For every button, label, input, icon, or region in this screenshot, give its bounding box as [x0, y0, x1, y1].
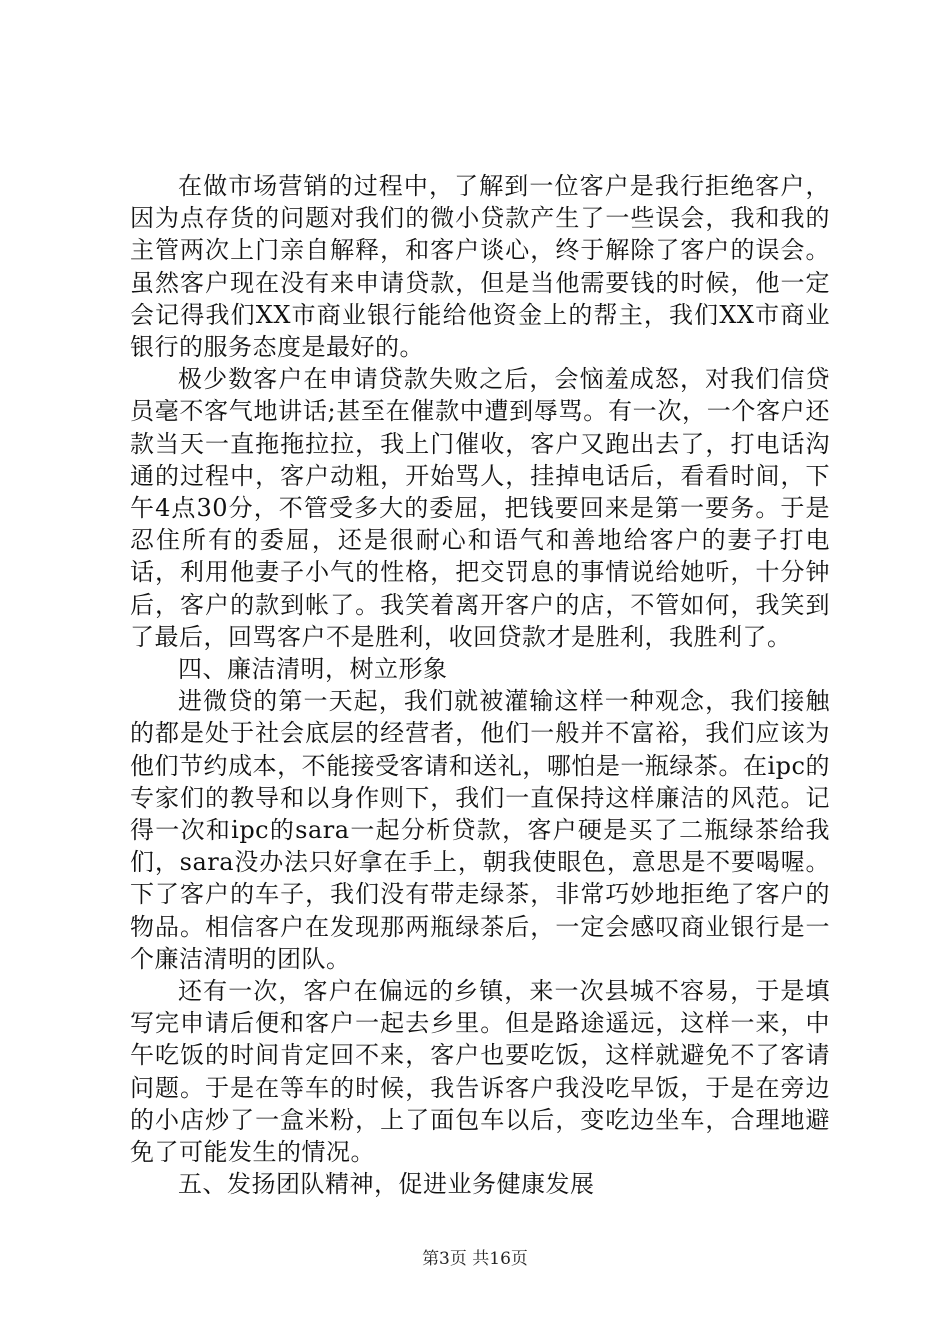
document-body	[130, 170, 830, 1201]
paragraph-rural-visit: 还有一次，客户在偏远的乡镇，来一次县城不容易，于是填写完申请后便和客户一起去乡里。但是路途遥远，这样一来，中午吃饭的时间肯定回不来，客户也要吃饭，这样就避免不了客请问题。于是在等车的时候，我告诉客户我没吃早饭，于是在旁边的小店炒了一盒米粉，上了面包车以后，变吃边坐车，合理地避免了可能发生的情况。	[130, 977, 830, 1167]
paragraph-green-tea: 进微贷的第一天起，我们就被灌输这样一种观念，我们接触的都是处于社会底层的经营者，他们一般并不富裕，我们应该为他们节约成本，不能接受客请和送礼，哪怕是一瓶绿茶。在ipc的专家们的教导和以身作则下，我们一直保持这样廉洁的风范。记得一次和ipc的sara一起分析贷款，客户硬是买了二瓶绿茶给我们，sara没办法只好拿在手上，朝我使眼色，意思是不要喝喔。下了客户的车子，我们没有带走绿茶，非常巧妙地拒绝了客户的物品。相信客户在发现那两瓶绿茶后，一定会感叹商业银行是一个廉洁清明的团队。	[130, 687, 830, 973]
paragraph-marketing-misunderstanding: 在做市场营销的过程中，了解到一位客户是我行拒绝客户，因为点存货的问题对我们的微小贷款产生了一些误会，我和我的主管两次上门亲自解释，和客户谈心，终于解除了客户的误会。虽然客户现在没有来申请贷款，但是当他需要钱的时候，他一定会记得我们XX市商业银行能给他资金上的帮主，我们XX市商业银行的服务态度是最好的。	[130, 172, 830, 362]
page-number-footer: 第3页 共16页	[422, 1249, 528, 1269]
section-heading-teamwork: 五、发扬团队精神，促进业务健康发展	[178, 1170, 595, 1199]
section-heading-integrity: 四、廉洁清明，树立形象	[178, 655, 448, 684]
paragraph-debt-collection: 极少数客户在申请贷款失败之后，会恼羞成怒，对我们信贷员毫不客气地讲话;甚至在催款中遭到辱骂。有一次，一个客户还款当天一直拖拖拉拉，我上门催收，客户又跑出去了，打电话沟通的过程中，客户动粗，开始骂人，挂掉电话后，看看时间，下午4点30分，不管受多大的委屈，把钱要回来是第一要务。于是忍住所有的委屈，还是很耐心和语气和善地给客户的妻子打电话，利用他妻子小气的性格，把交罚息的事情说给她听，十分钟后，客户的款到帐了。我笑着离开客户的店，不管如何，我笑到了最后，回骂客户不是胜利，收回贷款才是胜利，我胜利了。	[130, 365, 830, 651]
